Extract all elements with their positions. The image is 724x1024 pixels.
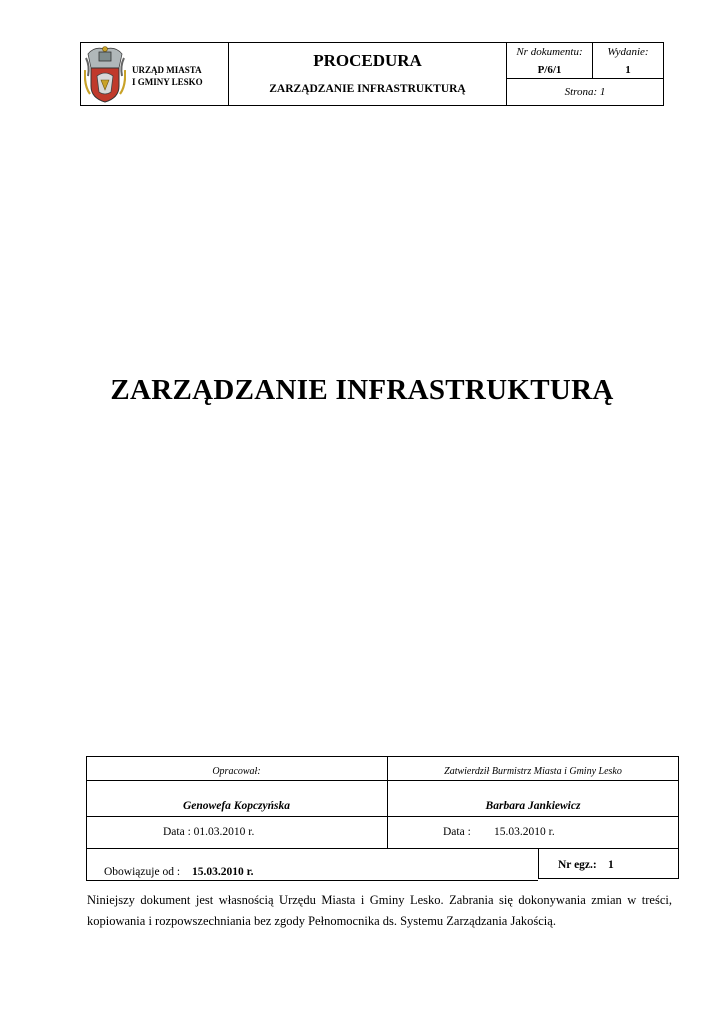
approved-date-label: Data : — [443, 826, 471, 838]
approved-by: Barbara Jankiewicz — [485, 800, 581, 812]
procedure-subtitle: ZARZĄDZANIE INFRASTRUKTURĄ — [269, 83, 466, 95]
approved-date-value: 15.03.2010 r. — [494, 826, 555, 838]
prepared-date: Data : 01.03.2010 r. — [163, 826, 255, 838]
edition-value: 1 — [625, 64, 631, 76]
edition-label: Wydanie: — [607, 46, 649, 58]
doc-number-label: Nr dokumentu: — [516, 46, 583, 58]
table-border-bottom — [538, 878, 679, 879]
edition-cell — [593, 43, 663, 79]
document-title: ZARZĄDZANIE INFRASTRUKTURĄ — [110, 374, 614, 406]
approved-label: Zatwierdził Burmistrz Miasta i Gminy Lesko — [444, 766, 622, 777]
doc-number-cell — [507, 43, 593, 79]
table-rule — [86, 848, 679, 849]
table-border-top — [86, 756, 679, 757]
copy-number-label: Nr egz.: — [558, 859, 597, 871]
organization-name — [132, 64, 203, 88]
page-number-cell — [507, 79, 663, 105]
document-header — [80, 42, 664, 106]
table-rule — [86, 816, 679, 817]
effective-label: Obowiązuje od : — [104, 866, 181, 878]
organization-name-line1: URZĄD MIASTA — [132, 65, 202, 75]
organization-name-line2: I GMINY LESKO — [132, 77, 203, 87]
approval-table — [86, 756, 679, 881]
procedure-label: PROCEDURA — [313, 51, 422, 70]
ownership-notice: Niniejszy dokument jest własnością Urzędu Miasta i Gminy Lesko. Zabrania się dokonywania zmian w treści, kopiowania i rozpowszechniania bez zgody Pełnomocnika ds. Systemu Zarządzania Jakością. — [87, 893, 672, 928]
header-title-cell — [229, 43, 507, 105]
coat-of-arms-icon — [84, 46, 126, 104]
copy-number-value: 1 — [608, 859, 614, 871]
table-border-bottom — [86, 880, 538, 881]
effective-date: 15.03.2010 r. — [192, 866, 254, 878]
table-rule — [86, 780, 679, 781]
table-divider — [538, 848, 539, 879]
page-number: Strona: 1 — [564, 86, 606, 98]
header-logo-cell — [81, 43, 229, 105]
doc-number-value: P/6/1 — [537, 64, 562, 76]
prepared-by: Genowefa Kopczyńska — [182, 800, 290, 812]
prepared-label: Opracował: — [212, 766, 261, 777]
